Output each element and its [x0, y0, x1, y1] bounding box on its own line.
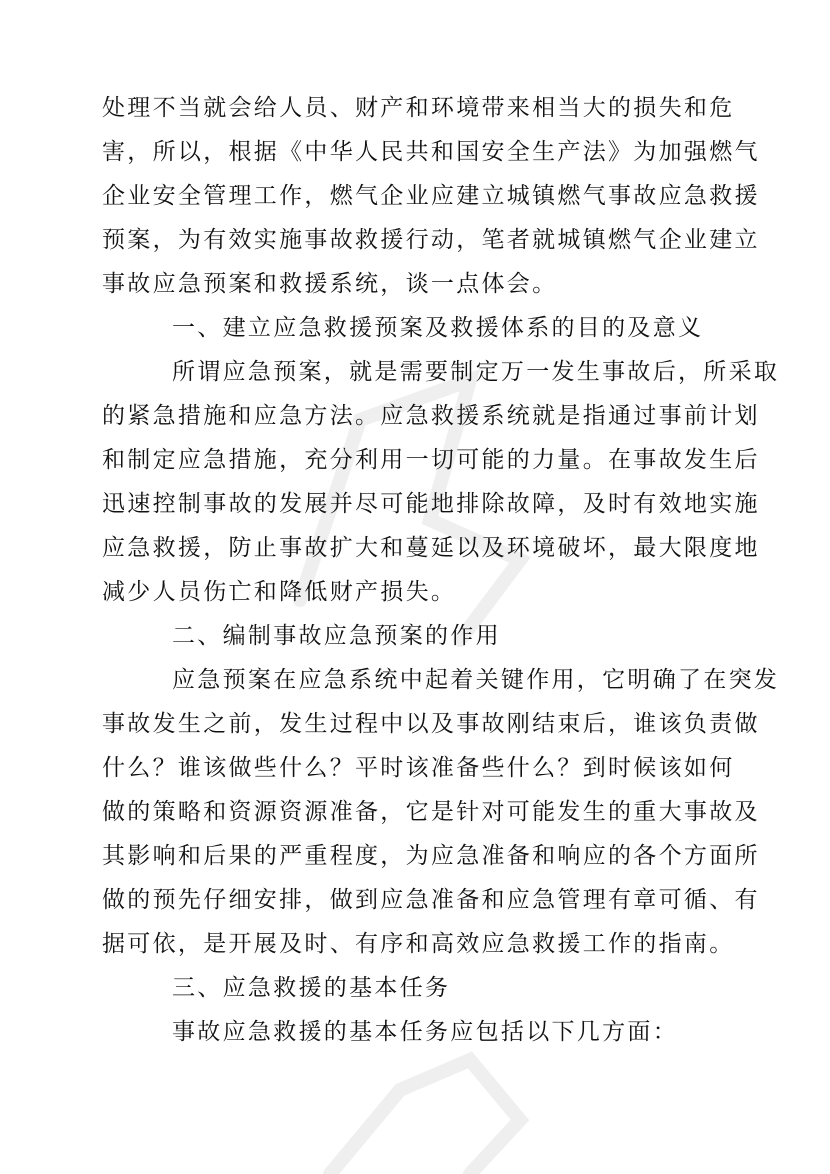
paragraph-line: 处理不当就会给人员、财产和环境带来相当大的损失和危	[102, 95, 735, 121]
paragraph-line: 企业安全管理工作，燃气企业应建立城镇燃气事故应急救援	[102, 183, 760, 209]
paragraph-line: 预案，为有效实施事故救援行动，笔者就城镇燃气企业建立	[102, 227, 760, 253]
paragraph-line: 据可依，是开展及时、有序和高效应急救援工作的指南。	[102, 931, 735, 957]
paragraph-line: 所谓应急预案，就是需要制定万一发生事故后，所采取	[172, 359, 780, 385]
paragraph-line: 什么？谁该做些什么？平时该准备些什么？到时候该如何	[102, 755, 735, 781]
paragraph-line: 害，所以，根据《中华人民共和国安全生产法》为加强燃气	[102, 139, 760, 165]
paragraph-line: 应急救援，防止事故扩大和蔓延以及环境破坏，最大限度地	[102, 535, 760, 561]
paragraph-line: 其影响和后果的严重程度，为应急准备和响应的各个方面所	[102, 843, 760, 869]
paragraph-line: 应急预案在应急系统中起着关键作用，它明确了在突发	[172, 667, 780, 693]
paragraph-line: 做的预先仔细安排，做到应急准备和应急管理有章可循、有	[102, 887, 760, 913]
section-heading: 一、建立应急救援预案及救援体系的目的及意义	[172, 315, 704, 341]
paragraph-line: 事故应急预案和救援系统，谈一点体会。	[102, 271, 558, 297]
watermark-mark-lower	[330, 1060, 520, 1174]
paragraph-line: 迅速控制事故的发展并尽可能地排除故障，及时有效地实施	[102, 491, 760, 517]
paragraph-line: 和制定应急措施，充分利用一切可能的力量。在事故发生后	[102, 447, 760, 473]
paragraph-line: 的紧急措施和应急方法。应急救援系统就是指通过事前计划	[102, 403, 760, 429]
section-heading: 三、应急救援的基本任务	[172, 975, 451, 1001]
paragraph-line: 做的策略和资源资源准备，它是针对可能发生的重大事故及	[102, 799, 760, 825]
paragraph-line: 事故应急救援的基本任务应包括以下几方面：	[172, 1019, 678, 1045]
paragraph-line: 事故发生之前，发生过程中以及事故刚结束后，谁该负责做	[102, 711, 760, 737]
paragraph-line: 减少人员伤亡和降低财产损失。	[102, 579, 457, 605]
section-heading: 二、编制事故应急预案的作用	[172, 623, 501, 649]
